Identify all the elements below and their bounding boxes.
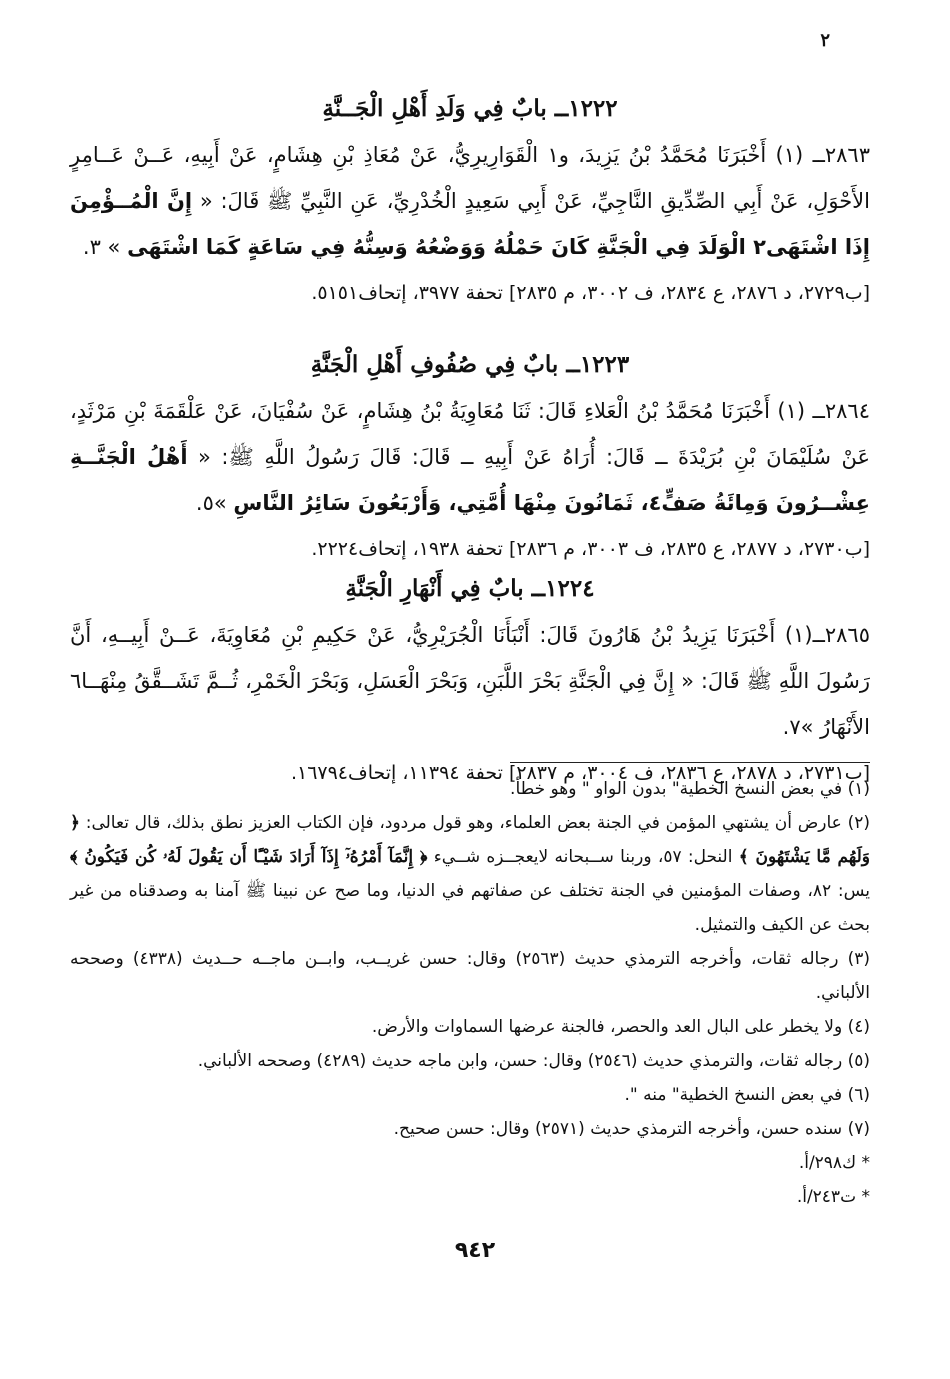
- footnote-4: (٤) ولا يخطر على البال العد والحصر، فالجنة عرضها السماوات والأرض.: [371, 1017, 870, 1037]
- hadith-2865-text: ٢٨٦٥ــ(١) أَخْبَرَنَا يَزِيدُ بْنُ هَارُونَ قَالَ: أَنْبَأَنَا الْجُرَيْرِيُّ، عَنْ حَكِيمِ بْنِ مُعَاوِيَةَ، عَــنْ أَبِيــهِ، أَنَّ رَسُولَ اللَّهِ ﷺ قَالَ: « إِنَّ فِي الْجَنَّةِ بَحْرَ اللَّبَنِ، وَبَحْرَ الْعَسَلِ، وَبَحْرَ الْخَمْرِ، ثُــمَّ تَشَــقَّقُ مِنْهَــا٦ الأَنْهَارُ »٧.: [70, 623, 870, 739]
- footnote-2-verse-2: ﴿ إِنَّمَآ أَمْرُهُۥٓ إِذَآ أَرَادَ شَيْـًٔا أَن يَقُولَ لَهُۥ كُن فَيَكُونُ ﴾: [70, 847, 428, 867]
- manuscript-marker-1: * ك٢٩٨/أ.: [798, 1153, 870, 1173]
- footnote-3: (٣) رجاله ثقات، وأخرجه الترمذي حديث (٢٥٦٣) وقال: حسن غريــب، وابــن ماجــه حــديث (٤٣٣٨) وصححه الألباني.: [70, 949, 870, 1003]
- footnote-2-intro: (٢) عارض أن يشتهي المؤمن في الجنة بعض العلماء، وهو قول مردود، فإن الكتاب العزيز نطق بذلك، قال تعالى:: [85, 813, 871, 833]
- hadith-2864-chain: ٢٨٦٤ــ (١) أَخْبَرَنَا مُحَمَّدُ بْنُ الْعَلاءِ قَالَ: ثَنَا مُعَاوِيَةُ بْنُ هِشَامٍ، عَنْ سُفْيَانَ، عَنْ عَلْقَمَةَ بْنِ مَرْثَدٍ، عَنْ سُلَيْمَانَ بْنِ بُرَيْدَةَ ــ قَالَ: أُرَاهُ عَنْ أَبِيهِ ــ قَالَ: قَالَ رَسُولُ اللَّهِ ﷺ: «: [70, 399, 870, 469]
- manuscript-marker-2: * ت٢٤٣/أ.: [796, 1187, 870, 1207]
- footnote-6: (٦) في بعض النسخ الخطية" منه ".: [624, 1085, 870, 1105]
- footnote-2-verse-1: ﴿ وَلَهُم مَّا يَشْتَهُونَ ﴾: [70, 813, 871, 867]
- footnote-7: (٧) سنده حسن، وأخرجه الترمذي حديث (٢٥٧١) وقال: حسن صحيح.: [393, 1119, 870, 1139]
- footnote-1: (١) في بعض النسخ الخطية" بدون الواو " وهو خطأ.: [510, 779, 870, 799]
- footnote-5: (٥) رجاله ثقات، والترمذي حديث (٢٥٤٦) وقال: حسن، وابن ماجه حديث (٤٢٨٩) وصححه الألباني.: [197, 1051, 870, 1071]
- hadith-2864-reference: [ب٢٧٣٠، د ٢٨٧٧، ع ٢٨٣٥، ف ٣٠٠٣، م ٢٨٣٦] تحفة ١٩٣٨، إتحاف٢٢٢٤.: [311, 538, 870, 560]
- hadith-2863-chain: ٢٨٦٣ــ (١) أَخْبَرَنَا مُحَمَّدُ بْنُ يَزِيدَ، و١ الْقَوَارِيرِيُّ، عَنْ مُعَاذِ بْنِ هِشَامٍ، عَنْ أَبِيهِ، عَــنْ عَــامِرٍ الأَحْوَلِ، عَنْ أَبِي الصِّدِّيقِ النَّاجِيِّ، عَنْ أَبِي سَعِيدٍ الْخُدْرِيِّ، عَنِ النَّبِيِّ ﷺ قَالَ: «: [70, 143, 870, 213]
- hadith-2864-end: »٥.: [195, 491, 227, 515]
- footnotes: [70, 772, 870, 1214]
- corner-mark: ٢: [820, 30, 830, 51]
- chapter-heading-1222: ١٢٢٢ــ بابٌ فِي وَلَدِ أَهْلِ الْجَــنَّةِ: [322, 95, 618, 122]
- hadith-2863-reference: [ب٢٧٢٩، د ٢٨٧٦، ع ٢٨٣٤، ف ٣٠٠٢، م ٢٨٣٥] تحفة ٣٩٧٧، إتحاف٥١٥١.: [311, 282, 870, 304]
- footnote-divider: [510, 762, 870, 763]
- hadith-2863-matn: إِنَّ الْمُــؤْمِنَ إِذَا اشْتَهَى٢ الْوَلَدَ فِي الْجَنَّةِ كَانَ حَمْلُهُ وَوَضْعُهُ وَسِنُّهُ فِي سَاعَةٍ كَمَا اشْتَهَى: [70, 189, 870, 259]
- footnote-2-mid: النحل: ٥٧، وربنا ســبحانه لايعجــزه شــيء: [433, 847, 733, 867]
- footnote-2: [70, 806, 870, 942]
- hadith-2865: [70, 612, 870, 750]
- page-number: ٩٤٢: [454, 1238, 496, 1263]
- chapter-heading-1223: ١٢٢٣ــ بابٌ فِي صُفُوفِ أَهْلِ الْجَنَّةِ: [310, 351, 630, 378]
- hadith-2864-matn: أَهْلُ الْجَنَّــةِ عِشْــرُونَ وَمِائَةُ صَفٍّ٤، ثَمَانُونَ مِنْهَا أُمَّتِي، وَأَرْبَعُونَ سَائِرُ النَّاسِ: [70, 445, 870, 515]
- chapter-heading-1224: ١٢٢٤ــ بابٌ فِي أَنْهَارِ الْجَنَّةِ: [345, 575, 595, 602]
- hadith-2863-end: » ٣.: [82, 235, 121, 259]
- hadith-2864: [70, 388, 870, 526]
- footnote-2-rest: يس: ٨٢، وصفات المؤمنين في الجنة تختلف عن صفاتهم في الدنيا، وما صح عن نبينا ﷺ آمنا به وصدقناه من غير بحث عن الكيف والتمثيل.: [70, 881, 870, 935]
- hadith-2865-reference: [ب٢٧٣١، د ٢٨٧٨، ع ٢٨٣٦، ف ٣٠٠٤، م ٢٨٣٧] تحفة ١١٣٩٤، إتحاف١٦٧٩٤.: [290, 762, 870, 784]
- main-text: [70, 92, 870, 790]
- hadith-2863: [70, 132, 870, 270]
